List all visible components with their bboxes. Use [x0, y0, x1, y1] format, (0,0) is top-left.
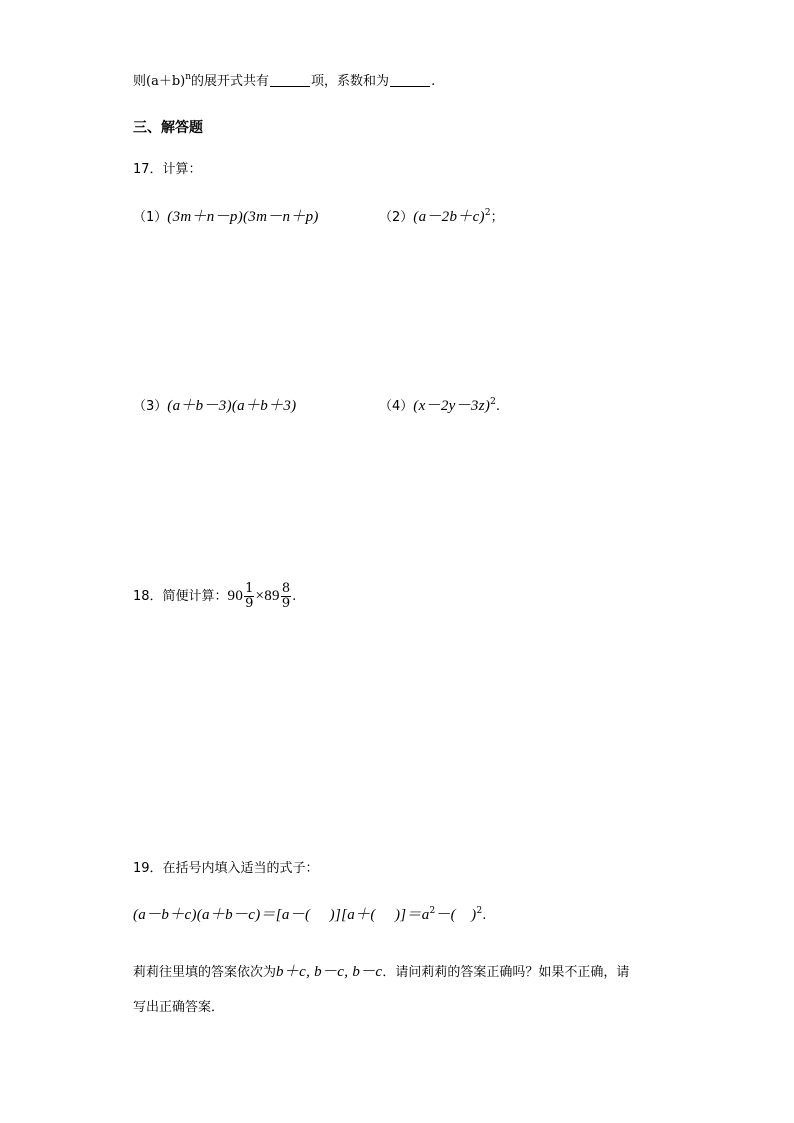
question-17-title: 17．计算： [133, 162, 202, 177]
exponent: 2 [484, 208, 491, 218]
fraction-2 [281, 582, 291, 611]
part-expression: (a－2b＋c) [413, 209, 485, 225]
q18-end: . [292, 589, 297, 604]
equation-left: (a－b＋c)(a＋b－c)＝[a－( )][a＋( )]＝a [133, 907, 430, 923]
exponent: n [185, 72, 192, 82]
part-expression: (3m＋n－p)(3m－n＋p) [167, 209, 319, 225]
q19-line-3: 写出正确答案． [133, 1000, 225, 1015]
question-18 [133, 578, 296, 615]
part-label: （2） [379, 210, 414, 225]
q17-part-4 [379, 397, 500, 416]
equation-end: . [482, 908, 487, 923]
fraction-2-denominator: 9 [281, 596, 291, 611]
part-expression: (x－2y－3z) [413, 398, 491, 414]
question-18-title: 18．简便计算： [133, 589, 228, 604]
q17-part-1 [133, 208, 319, 227]
answer-blank-2[interactable] [390, 74, 430, 87]
section-heading: 三、解答题 [133, 120, 203, 136]
lily-answers: b＋c, b－c, b－c [276, 964, 383, 980]
binomial-expression: (a＋b) [146, 74, 186, 89]
mixed-number-1-whole: 90 [227, 588, 244, 604]
mixed-number-2-whole: 89 [264, 588, 280, 604]
line2-prefix: 莉莉往里填的答案依次为 [133, 965, 277, 980]
part-label: （3） [133, 399, 168, 414]
part-suffix: . [495, 399, 500, 414]
line1-end: . [431, 74, 436, 89]
times-sign: × [255, 588, 265, 604]
q19-equation [133, 906, 486, 925]
question-19-title: 19．在括号内填入适当的式子： [133, 861, 319, 876]
fraction-1 [244, 582, 254, 611]
line1-mid: 的展开式共有 [191, 74, 270, 89]
part-label: （1） [133, 210, 168, 225]
fill-blank-line [133, 73, 435, 91]
q17-part-2 [379, 208, 504, 227]
fraction-1-numerator: 1 [245, 581, 254, 596]
part-suffix: ； [490, 210, 504, 225]
exponent: 2 [476, 906, 483, 916]
exponent: 2 [429, 906, 436, 916]
q19-line-2 [133, 963, 629, 982]
fraction-2-numerator: 8 [281, 581, 291, 596]
exponent: 2 [490, 397, 496, 407]
line1-prefix: 则 [133, 74, 147, 89]
line1-unit: 项，系数和为 [311, 74, 390, 89]
equation-mid: －( ) [435, 907, 477, 923]
q17-part-3 [133, 397, 296, 416]
fraction-1-denominator: 9 [245, 596, 254, 611]
answer-blank-1[interactable] [270, 74, 310, 87]
part-expression: (a＋b－3)(a＋b＋3) [167, 398, 297, 414]
line2-suffix: ．请问莉莉的答案正确吗？如果不正确，请 [382, 965, 630, 980]
part-label: （4） [379, 399, 414, 414]
